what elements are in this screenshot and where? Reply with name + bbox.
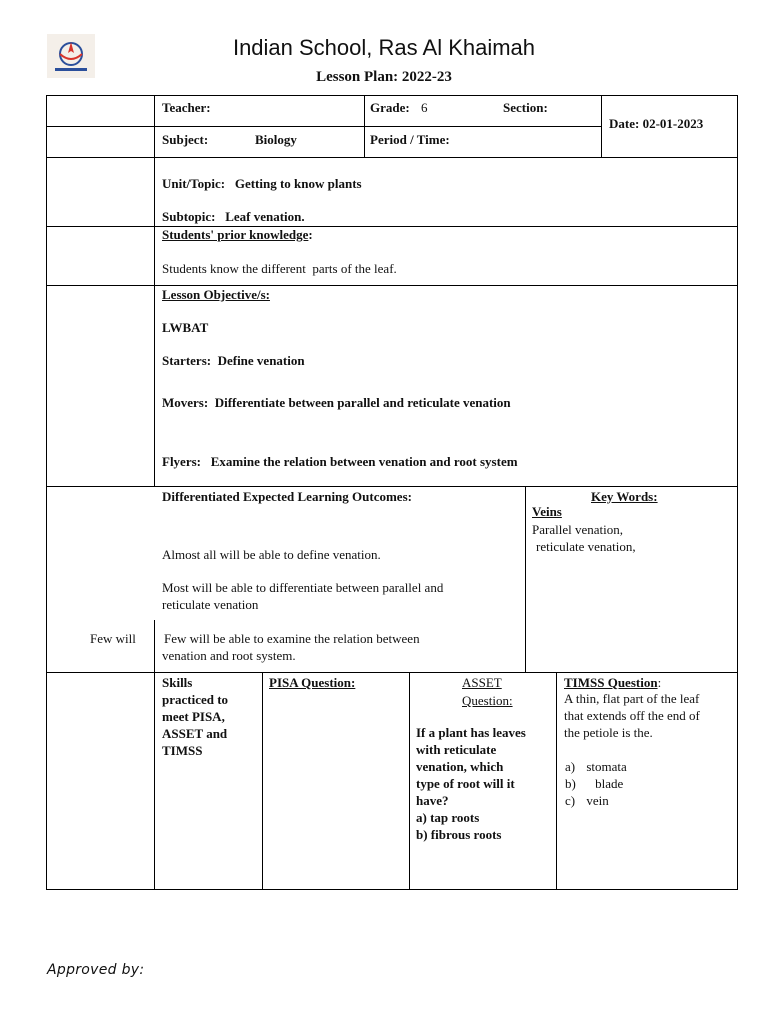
keyword-veins: Veins: [532, 504, 562, 519]
option-text: stomata: [586, 759, 627, 774]
skills-label-line: TIMSS: [162, 743, 203, 758]
lesson-plan-title: Lesson Plan: 2022-23: [316, 69, 452, 85]
outcome-few-line2: venation and root system.: [162, 648, 296, 663]
asset-question-line: If a plant has leaves: [416, 725, 526, 740]
option-marker: c): [565, 793, 576, 808]
section-label: Section:: [503, 100, 548, 115]
option-marker: b): [565, 776, 576, 791]
column-divider: [525, 486, 526, 672]
column-divider: [154, 620, 155, 672]
timss-question-line: that extends off the end of: [564, 708, 700, 723]
option-text: blade: [595, 776, 624, 791]
period-label: Period / Time:: [370, 132, 450, 147]
column-divider: [154, 672, 155, 889]
column-divider: [364, 95, 365, 157]
row-divider: [46, 226, 738, 227]
timss-question-line: A thin, flat part of the leaf: [564, 691, 700, 706]
option-text: vein: [586, 793, 609, 808]
timss-option-a: [565, 758, 627, 775]
approved-by-label: Approved by:: [47, 962, 145, 978]
keyword-parallel: Parallel venation,: [532, 522, 623, 537]
skills-label: [162, 674, 228, 759]
asset-question: [416, 724, 526, 843]
table-border-left: [46, 95, 47, 890]
keyword-reticulate: reticulate venation,: [536, 539, 636, 554]
unit-topic: Unit/Topic: Getting to know plants: [162, 176, 362, 191]
row-divider: [46, 672, 738, 673]
subtopic: Subtopic: Leaf venation.: [162, 209, 305, 224]
asset-question-line: have?: [416, 793, 449, 808]
few-will-side-label: Few will: [90, 631, 136, 646]
prior-knowledge-heading: [162, 226, 313, 243]
skills-label-line: Skills: [162, 675, 193, 690]
outcome-almost-all: Almost all will be able to define venation.: [162, 547, 381, 562]
outcome-most-line2: reticulate venation: [162, 597, 259, 612]
table-border-bottom: [46, 889, 738, 890]
outcomes-heading: Differentiated Expected Learning Outcomes:: [162, 489, 412, 504]
subject-value: Biology: [255, 132, 297, 147]
grade-value: 6: [421, 100, 428, 115]
row-divider: [46, 285, 738, 286]
column-divider: [409, 672, 410, 889]
skills-label-line: meet PISA,: [162, 709, 225, 724]
asset-heading-line1: ASSET: [462, 675, 502, 690]
flyers-objective: Flyers: Examine the relation between venation and root system: [162, 454, 518, 469]
prior-knowledge-text: Students know the different parts of the leaf.: [162, 261, 397, 276]
column-divider: [556, 672, 557, 889]
keywords-heading: Key Words:: [591, 489, 658, 504]
objectives-heading: Lesson Objective/s:: [162, 287, 270, 302]
skills-label-line: practiced to: [162, 692, 229, 707]
starters-objective: Starters: Define venation: [162, 353, 305, 368]
table-border-right: [737, 95, 738, 890]
timss-heading: [564, 674, 661, 691]
asset-question-line: with reticulate: [416, 742, 497, 757]
school-name: Indian School, Ras Al Khaimah: [232, 35, 536, 60]
outcome-most-line1: Most will be able to differentiate between parallel and: [162, 580, 444, 595]
lwbat: LWBAT: [162, 320, 209, 335]
asset-heading-line2: Question:: [462, 693, 513, 708]
movers-objective: Movers: Differentiate between parallel and reticulate venation: [162, 395, 511, 410]
timss-question-line: the petiole is the.: [564, 725, 653, 740]
prior-knowledge-heading-text: Students' prior knowledge: [162, 227, 309, 242]
timss-heading-colon: :: [657, 675, 662, 690]
asset-question-line: venation, which: [416, 759, 504, 774]
timss-option-b: [565, 775, 623, 792]
option-marker: a): [565, 759, 576, 774]
table-border-top: [46, 95, 738, 96]
skills-label-line: ASSET and: [162, 726, 228, 741]
column-divider: [601, 95, 602, 157]
outcome-few-line1: Few will be able to examine the relation between: [164, 631, 420, 646]
timss-option-c: [565, 792, 609, 809]
teacher-label: Teacher:: [162, 100, 211, 115]
timss-question: [564, 690, 700, 741]
prior-knowledge-colon: :: [308, 227, 313, 242]
timss-heading-text: TIMSS Question: [564, 675, 658, 690]
row-divider: [46, 486, 738, 487]
pisa-heading: PISA Question:: [269, 675, 356, 690]
asset-option-b: b) fibrous roots: [416, 827, 502, 842]
row-divider: [46, 126, 602, 127]
column-divider: [262, 672, 263, 889]
date: Date: 02-01-2023: [609, 116, 704, 131]
column-divider: [154, 95, 155, 486]
asset-option-a: a) tap roots: [416, 810, 480, 825]
row-divider: [46, 157, 738, 158]
grade-label: Grade:: [370, 100, 410, 115]
subject-label: Subject:: [162, 132, 209, 147]
asset-question-line: type of root will it: [416, 776, 515, 791]
